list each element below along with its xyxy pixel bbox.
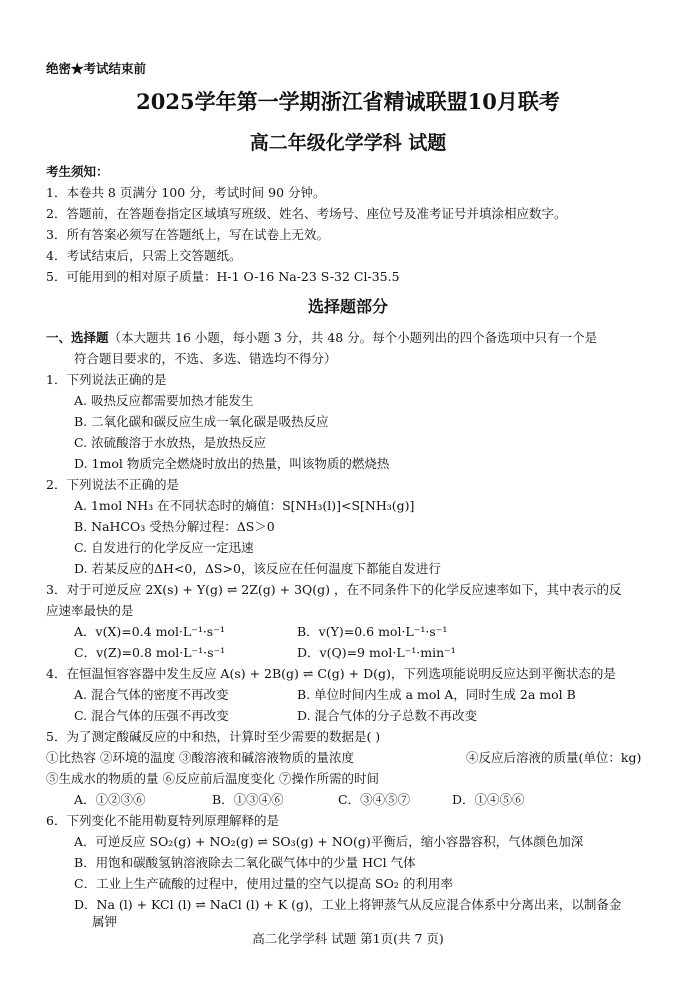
- question-4-stem: 4．在恒温恒容容器中发生反应 A(s) + 2B(g) ⇌ C(g) + D(g)，下列选项能说明反应达到平衡状态的是: [46, 666, 616, 681]
- notice-item: 4．考试结束后，只需上交答题纸。: [46, 248, 242, 263]
- notice-item: 1．本卷共 8 页满分 100 分，考试时间 90 分钟。: [46, 185, 326, 200]
- q3-option-b: B．v(Y)=0.6 mol·L⁻¹·s⁻¹: [297, 624, 448, 639]
- notice-item: 5．可能用到的相对原子质量：H-1 O-16 Na-23 S-32 Cl-35.5: [46, 269, 400, 284]
- q5-option-b: B．①③④⑥: [212, 792, 284, 807]
- q1-option-b: B. 二氧化碳和碳反应生成一氧化碳是吸热反应: [74, 414, 329, 429]
- question-3-stem: 3．对于可逆反应 2X(s) + Y(g) ⇌ 2Z(g) + 3Q(g) ，在不同条件下的化学反应速率如下，其中表示的反: [46, 582, 622, 597]
- q2-option-a: A. 1mol NH₃ 在不同状态时的熵值：S[NH₃(l)]<S[NH₃(g)]: [74, 498, 415, 513]
- question-2-stem: 2．下列说法不正确的是: [46, 477, 179, 492]
- confidential-mark: 绝密★考试结束前: [46, 61, 147, 76]
- question-5-stem: 5．为了测定酸碱反应的中和热，计算时至少需要的数据是( ): [46, 729, 381, 744]
- q2-option-b: B. NaHCO₃ 受热分解过程：ΔS＞0: [74, 519, 275, 534]
- notice-heading: 考生须知：: [46, 164, 109, 179]
- q1-option-c: C. 浓硫酸溶于水放热，是放热反应: [74, 435, 267, 450]
- question-6-stem: 6．下列变化不能用勒夏特列原理解释的是: [46, 813, 279, 828]
- part-desc-2: 符合题目要求的，不选、多选、错选均不得分）: [74, 351, 337, 366]
- notice-item: 3．所有答案必须写在答题纸上，写在试卷上无效。: [46, 227, 329, 242]
- q3-option-a: A．v(X)=0.4 mol·L⁻¹·s⁻¹: [74, 624, 225, 639]
- q4-option-a: A. 混合气体的密度不再改变: [74, 687, 229, 702]
- question-1-stem: 1．下列说法正确的是: [46, 372, 167, 387]
- part-desc-1: （本大题共 16 小题，每小题 3 分，共 48 分。每个小题列出的四个备选项中只有一个是: [108, 330, 598, 345]
- q6-option-a: A．可逆反应 SO₂(g) + NO₂(g) ⇌ SO₃(g) + NO(g)平衡后，缩小容器容积，气体颜色加深: [74, 834, 584, 849]
- q2-option-c: C. 自发进行的化学反应一定迅速: [74, 540, 254, 555]
- section-title: 选择题部分: [307, 297, 388, 316]
- q4-option-c: C. 混合气体的压强不再改变: [74, 708, 229, 723]
- q6-option-c: C．工业上生产硫酸的过程中，使用过量的空气以提高 SO₂ 的利用率: [74, 876, 453, 891]
- q1-option-a: A. 吸热反应都需要加热才能发生: [74, 393, 254, 408]
- part-heading: 一、选择题: [46, 330, 109, 345]
- notice-item: 2．答题前，在答题卷指定区域填写班级、姓名、考场号、座位号及准考证号并填涂相应数字。: [46, 206, 567, 221]
- q4-option-d: D. 混合气体的分子总数不再改变: [297, 708, 478, 723]
- q2-option-d: D. 若某反应的ΔH<0，ΔS>0，该反应在任何温度下都能自发进行: [74, 561, 441, 576]
- q3-option-d: D．v(Q)=9 mol·L⁻¹·min⁻¹: [297, 645, 456, 660]
- exam-title: 2025学年第一学期浙江省精诚联盟10月联考: [136, 89, 560, 114]
- question-3-stem-2: 应速率最快的是: [46, 603, 134, 618]
- page-footer: 高二化学学科 试题 第1页(共 7 页): [252, 931, 444, 946]
- q1-option-d: D. 1mol 物质完全燃烧时放出的热量，叫该物质的燃烧热: [74, 456, 390, 471]
- q5-data-list-1b: ④反应后溶液的质量(单位：kg): [466, 750, 642, 765]
- q4-option-b: B. 单位时间内生成 a mol A，同时生成 2a mol B: [297, 687, 576, 702]
- q3-option-c: C．v(Z)=0.8 mol·L⁻¹·s⁻¹: [74, 645, 226, 660]
- q6-option-d-2: 属钾: [92, 914, 118, 929]
- q5-option-d: D．①④⑤⑥: [452, 792, 525, 807]
- q5-option-c: C．③④⑤⑦: [338, 792, 411, 807]
- q6-option-d: D．Na (l) + KCl (l) ⇌ NaCl (l) + K (g)，工业上将钾蒸气从反应混合体系中分离出来，以制备金: [74, 897, 622, 912]
- q5-data-list-2: ⑤生成水的物质的量 ⑥反应前后温度变化 ⑦操作所需的时间: [46, 771, 379, 786]
- exam-subtitle: 高二年级化学学科 试题: [249, 132, 447, 154]
- q5-data-list-1: ①比热容 ②环境的温度 ③酸溶液和碱溶液物质的量浓度: [46, 750, 354, 765]
- q6-option-b: B．用饱和碳酸氢钠溶液除去二氧化碳气体中的少量 HCl 气体: [74, 855, 416, 870]
- part-description: [46, 328, 597, 346]
- q5-option-a: A．①②③⑥: [74, 792, 146, 807]
